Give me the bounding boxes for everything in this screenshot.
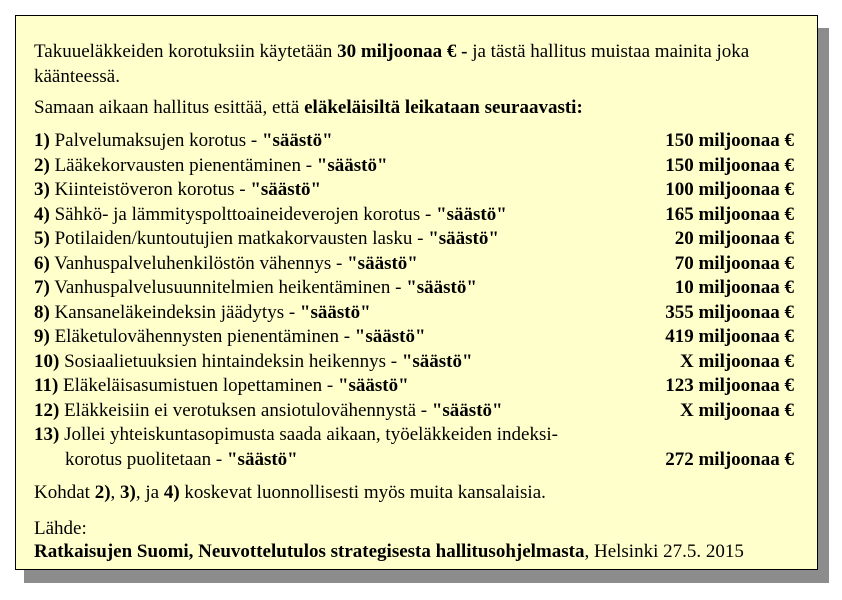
item-amount: 70 miljoonaa € — [674, 252, 794, 274]
item-tag: "säästö" — [316, 154, 388, 176]
item-tag: "säästö" — [250, 179, 322, 200]
list-item-continuation — [34, 448, 794, 473]
item-number: 6) — [34, 252, 50, 274]
list-item — [34, 227, 794, 252]
item-number: 10) — [34, 350, 60, 372]
item-amount: 10 miljoonaa € — [674, 277, 794, 298]
note-paragraph — [34, 482, 794, 504]
item-text: Palvelumaksujen korotus - — [54, 130, 262, 151]
item-amount: 355 miljoonaa € — [665, 301, 794, 323]
item-text: Sosiaalietuuksien hintaindeksin heikennys - — [64, 350, 402, 372]
list-item — [34, 252, 794, 277]
list-item — [34, 399, 794, 424]
item-text: Potilaiden/kuntoutujien matkakorvausten lasku - — [54, 228, 429, 249]
item-tag: "säästö" — [261, 130, 333, 151]
item-amount: 123 miljoonaa € — [665, 375, 794, 396]
cuts-list — [34, 129, 794, 472]
intro-paragraph — [34, 39, 794, 89]
item-amount: 20 miljoonaa € — [674, 228, 794, 249]
document-card — [15, 15, 818, 570]
item-tag: "säästö" — [431, 399, 503, 421]
item-number: 8) — [34, 301, 50, 323]
item-text: Kiinteistöveron korotus - — [54, 179, 251, 200]
item-text: Eläketulovähennysten pienentäminen - — [54, 326, 355, 347]
list-item — [34, 178, 794, 203]
item-tag: "säästö" — [299, 301, 371, 323]
note-text: , — [110, 482, 121, 503]
item-number: 1) — [34, 130, 50, 151]
note-text: Kohdat — [34, 482, 95, 503]
item-tag: "säästö" — [401, 350, 473, 372]
note-text: , ja — [135, 482, 164, 503]
list-item — [34, 203, 794, 228]
lead-bold-text: eläkeläisiltä leikataan seuraavasti: — [304, 97, 583, 118]
item-tag: "säästö" — [354, 326, 426, 347]
item-text: Kansaneläkeindeksin jäädytys - — [54, 301, 300, 323]
note-ref: 2) — [94, 482, 111, 503]
source-label: Lähde: — [34, 518, 87, 539]
item-number: 13) — [34, 424, 60, 445]
lead-paragraph — [34, 97, 794, 119]
item-amount: 419 miljoonaa € — [665, 326, 794, 347]
item-amount: 100 miljoonaa € — [665, 179, 794, 200]
item-text: Jollei yhteiskuntasopimusta saada aikaan, työeläkkeiden indeksi- — [64, 424, 558, 445]
item-amount: X miljoonaa € — [680, 350, 794, 372]
source-title: Ratkaisujen Suomi, Neuvottelutulos strategisesta hallitusohjelmasta — [34, 541, 585, 562]
item-text: Eläkeläisasumistuen lopettaminen - — [63, 375, 338, 396]
item-tag: "säästö" — [436, 203, 507, 225]
item-tag: "säästö" — [227, 448, 298, 470]
item-number: 11) — [34, 375, 59, 396]
item-amount: 150 miljoonaa € — [665, 154, 794, 176]
source-place-date: , Helsinki 27.5. 2015 — [584, 541, 744, 562]
list-item — [34, 154, 794, 179]
note-ref: 3) — [120, 482, 136, 503]
item-amount: 272 miljoonaa € — [665, 448, 794, 470]
note-ref: 4) — [163, 482, 180, 503]
item-amount: 165 miljoonaa € — [665, 203, 794, 225]
item-text: Lääkekorvausten pienentäminen - — [54, 154, 317, 176]
source-citation — [34, 541, 744, 563]
item-amount: X miljoonaa € — [680, 399, 794, 421]
list-item — [34, 301, 794, 326]
item-number: 7) — [34, 277, 50, 298]
item-tag: "säästö" — [406, 277, 477, 298]
item-number: 12) — [34, 399, 60, 421]
intro-amount: 30 miljoonaa € - — [337, 41, 468, 62]
item-tag: "säästö" — [347, 252, 418, 274]
item-number: 3) — [34, 179, 50, 200]
item-number: 9) — [34, 326, 50, 347]
item-text: korotus puolitetaan - — [65, 448, 227, 470]
note-text: koskevat luonnollisesti myös muita kansalaisia. — [179, 482, 546, 503]
item-text: Eläkkeisiin ei verotuksen ansiotulovähennystä - — [64, 399, 432, 421]
item-number: 2) — [34, 154, 50, 176]
lead-text: Samaan aikaan hallitus esittää, että — [34, 97, 305, 118]
intro-text: Takuueläkkeiden korotuksiin käytetään — [34, 41, 338, 62]
item-text: Sähkö- ja lämmityspolttoaineideverojen korotus - — [54, 203, 437, 225]
list-item — [34, 350, 794, 375]
item-text: Vanhuspalveluhenkilöstön vähennys - — [54, 252, 348, 274]
list-item — [34, 276, 794, 301]
list-item — [34, 374, 794, 399]
item-text: Vanhuspalvelusuunnitelmien heikentäminen - — [54, 277, 407, 298]
list-item — [34, 423, 794, 448]
intro-text-end: ja tästä hallitus muistaa mainita joka käänteessä. — [34, 41, 750, 87]
item-number: 5) — [34, 228, 50, 249]
item-tag: "säästö" — [428, 228, 499, 249]
list-item — [34, 325, 794, 350]
item-number: 4) — [34, 203, 50, 225]
list-item — [34, 129, 794, 154]
item-amount: 150 miljoonaa € — [665, 130, 794, 151]
item-tag: "säästö" — [337, 375, 409, 396]
